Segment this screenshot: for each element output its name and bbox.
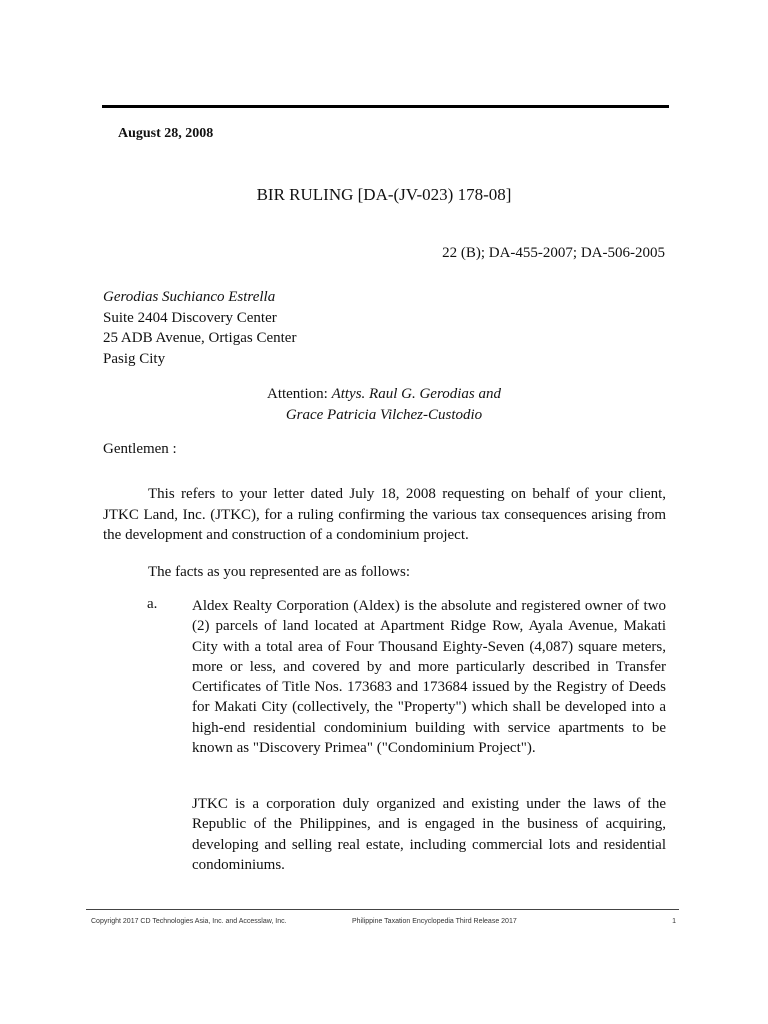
addressee-address-line: 25 ADB Avenue, Ortigas Center <box>103 330 297 346</box>
header-rule <box>102 105 669 108</box>
attention-line-2: Grace Patricia Vilchez-Custodio <box>285 406 483 423</box>
list-item-text: JTKC is a corporation duly organized and existing under the laws of the Republic of the Philippines, and is engaged in the business of acquiring, developing and selling real estate, including commercial lots and residential condominiums. <box>192 796 666 873</box>
salutation: Gentlemen : <box>103 441 177 457</box>
ruling-date: August 28, 2008 <box>118 126 214 141</box>
footer-publication: Philippine Taxation Encyclopedia Third Release 2017 <box>352 918 517 925</box>
footer-rule <box>86 909 679 910</box>
addressee-block <box>103 287 296 369</box>
footer-page-number: 1 <box>672 918 676 925</box>
attention-block <box>0 384 768 425</box>
list-item-marker: a. <box>147 596 158 612</box>
footer-copyright: Copyright 2017 CD Technologies Asia, Inc. and Accesslaw, Inc. <box>91 918 287 925</box>
facts-paragraph: The facts as you represented are as follows: <box>148 564 410 580</box>
attention-label: Attention: <box>266 386 332 402</box>
intro-paragraph: This refers to your letter dated July 18, 2008 requesting on behalf of your client, JTKC Land, Inc. (JTKC), for a ruling confirming the various tax consequences arising from the development and construction of a condominium project. <box>103 486 666 543</box>
ruling-references: 22 (B); DA-455-2007; DA-506-2005 <box>442 245 665 261</box>
addressee-address-line: Suite 2404 Discovery Center <box>103 309 277 326</box>
ruling-title: BIR RULING [DA-(JV-023) 178-08] <box>256 185 512 204</box>
attention-line-1 <box>0 384 768 405</box>
addressee-city: Pasig City <box>103 350 166 367</box>
attention-recipients: Attys. Raul G. Gerodias and <box>331 386 501 402</box>
list-item-text: Aldex Realty Corporation (Aldex) is the absolute and registered owner of two (2) parcels of land located at Apartment Ridge Row, Ayala Avenue, Makati City with a total area of Four Thousand Eighty-Seven (4,087) square meters, more or less, and covered by and more particularly described in Transfer Certificates of Title Nos. 173683 and 173684 issued by the Registry of Deeds for Makati City (collectively, the "Property") which shall be developed into a high-end residential condominium building with service apartments to be known as "Discovery Primea" ("Condominium Project"). <box>192 598 666 757</box>
addressee-name: Gerodias Suchianco Estrella <box>103 289 276 305</box>
